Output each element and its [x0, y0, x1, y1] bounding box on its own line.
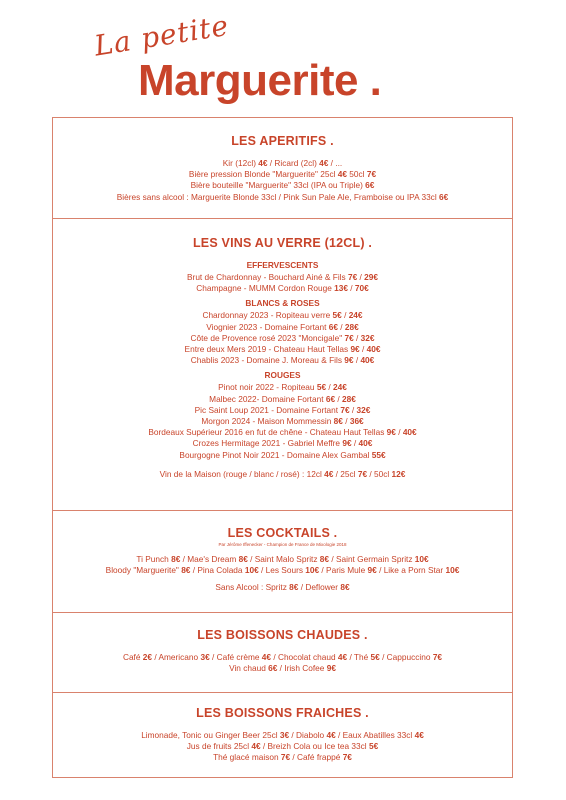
item-text: Bière pression Blonde "Marguerite" 25cl	[188, 169, 338, 180]
item-text: Viognier 2023 - Domaine Fortant	[206, 321, 329, 332]
item-text: / Saint Malo Spritz	[247, 554, 320, 564]
menu-line	[53, 344, 512, 355]
item-text: Chardonnay 2023 - Ropiteau verre	[202, 310, 333, 321]
logo-script-text: La petite	[92, 8, 232, 63]
price: 9€	[342, 438, 352, 449]
price: 36€	[349, 416, 364, 427]
item-text: / Pina Colada	[190, 565, 245, 576]
price: 4€	[319, 158, 329, 168]
menu-line	[53, 469, 512, 480]
item-text: /	[353, 355, 361, 366]
menu-line	[53, 158, 512, 169]
price: 5€	[332, 310, 342, 321]
item-text: Morgon 2024 - Maison Mommessin	[201, 416, 334, 427]
sans-alcool-line	[53, 582, 512, 593]
price: 6€	[438, 191, 449, 202]
item-text: /	[326, 382, 334, 393]
section-divider	[53, 612, 512, 613]
menu-line	[53, 272, 512, 283]
item-text: / Saint Germain Spritz	[329, 554, 415, 564]
item-text: Entre deux Mers 2019 - Chateau Haut Tellas	[184, 344, 351, 355]
price: 7€	[357, 468, 368, 479]
vins-groups	[53, 260, 512, 461]
price: 40€	[358, 438, 373, 449]
price: 8€	[181, 565, 191, 576]
menu-line	[53, 192, 512, 203]
price: 8€	[171, 554, 181, 564]
price: 8€	[319, 554, 330, 564]
menu-line	[53, 322, 512, 333]
price: 4€	[326, 730, 336, 740]
menu-line	[53, 450, 512, 461]
price: 6€	[365, 180, 375, 191]
menu-line	[53, 565, 512, 576]
item-text: / Deflower	[298, 582, 341, 593]
menu-line	[53, 355, 512, 366]
item-text: / Café crème	[209, 652, 262, 662]
menu-line	[53, 310, 512, 321]
house-wine-line	[53, 469, 512, 480]
price: 4€	[258, 158, 268, 168]
section-title: LES BOISSONS FRAICHES .	[196, 706, 369, 720]
subsection-heading: EFFERVESCENTS	[246, 260, 319, 270]
section-title: LES APERITIFS .	[231, 134, 334, 148]
item-text: /	[349, 404, 357, 415]
price: 4€	[414, 730, 424, 740]
menu-line	[53, 405, 512, 416]
price: 3€	[279, 730, 290, 740]
price: 9€	[367, 565, 377, 576]
price: 4€	[261, 652, 272, 662]
item-text: / Mae's Dream	[180, 554, 239, 564]
price: 32€	[360, 332, 375, 343]
item-text: / Eaux Abatilles 33cl	[335, 730, 415, 740]
menu-line	[53, 394, 512, 405]
menu-line	[53, 382, 512, 393]
price: 4€	[251, 741, 261, 752]
price: 28€	[342, 393, 356, 404]
menu-line	[53, 752, 512, 763]
price: 9€	[344, 355, 354, 366]
price: 7€	[342, 752, 352, 763]
price: 8€	[238, 554, 248, 564]
item-text: / Like a Porn Star	[376, 565, 446, 576]
section-title: LES BOISSONS CHAUDES .	[197, 628, 368, 642]
subsection-heading: BLANCS & ROSES	[245, 298, 320, 309]
item-text: Thé glacé maison	[213, 752, 281, 763]
price: 40€	[366, 344, 381, 355]
cocktails-list	[53, 554, 512, 576]
item-text: / ...	[328, 158, 343, 168]
price: 10€	[414, 554, 429, 564]
price: 12€	[391, 468, 406, 479]
price: 55€	[371, 449, 386, 460]
menu-line	[53, 169, 512, 180]
price: 7€	[340, 404, 350, 415]
price: 7€	[432, 652, 443, 662]
price: 32€	[356, 404, 371, 415]
price: 5€	[316, 382, 327, 393]
menu-line	[53, 741, 512, 752]
item-text: /	[357, 272, 365, 282]
price: 8€	[340, 582, 350, 593]
item-text: / Americano	[152, 652, 201, 662]
price: 6€	[325, 393, 336, 404]
item-text: Bière bouteille "Marguerite" 33cl (IPA ou Triple)	[190, 180, 366, 191]
price: 24€	[348, 310, 363, 321]
price: 7€	[347, 272, 358, 282]
item-text: Jus de fruits 25cl	[186, 741, 252, 752]
price: 4€	[337, 652, 348, 662]
item-text: / 25cl	[333, 468, 358, 479]
item-text: Vin chaud	[229, 663, 269, 674]
item-text: Pic Saint Loup 2021 - Domaine Fortant	[194, 404, 341, 415]
section-divider	[53, 510, 512, 511]
item-text: /	[359, 344, 367, 355]
section-aperitifs	[53, 134, 512, 203]
boissons-chaudes-list	[53, 652, 512, 674]
price: 6€	[268, 663, 278, 674]
section-divider	[53, 692, 512, 693]
item-text: Bourgogne Pinot Noir 2021 - Domaine Alex Gambal	[179, 449, 372, 460]
menu-line	[53, 427, 512, 438]
price: 5€	[370, 652, 380, 662]
item-text: / Chocolat chaud	[271, 652, 338, 662]
item-text: Malbec 2022- Domaine Fortant	[209, 393, 326, 404]
logo-main-text: Marguerite .	[138, 56, 382, 105]
price: 5€	[368, 741, 379, 752]
item-text: / Breizh Cola ou Ice tea 33cl	[260, 741, 369, 752]
item-text: Pinot noir 2022 - Ropiteau	[218, 382, 317, 393]
price: 24€	[333, 382, 347, 393]
item-text: /	[395, 427, 403, 438]
subsection-heading: ROUGES	[264, 370, 301, 381]
price: 10€	[305, 565, 320, 576]
item-text: /	[341, 310, 349, 321]
aperitifs-list	[53, 158, 512, 203]
item-text: Bloody "Marguerite"	[105, 565, 182, 576]
section-subtitle: Par Jérôme Iffenecker - Champion de France de Mixologie 2018	[218, 542, 347, 547]
menu-line	[53, 554, 512, 565]
price: 29€	[364, 272, 378, 282]
item-text: / Les Sours	[258, 565, 306, 576]
item-text: Crozes Hermitage 2021 - Gabriel Meffre	[192, 438, 343, 449]
price: 7€	[366, 169, 377, 180]
price: 28€	[344, 321, 359, 332]
menu-line	[53, 730, 512, 741]
price: 10€	[244, 565, 259, 576]
item-text: Côte de Provence rosé 2023 "Moncigale"	[190, 332, 345, 343]
menu-line	[53, 283, 512, 294]
section-boissons-chaudes	[53, 628, 512, 674]
menu-line	[53, 438, 512, 449]
item-text: / Irish Cofee	[277, 663, 327, 674]
price: 8€	[333, 416, 343, 427]
item-text: / Ricard (2cl)	[267, 158, 320, 168]
item-text: Limonade, Tonic ou Ginger Beer 25cl	[141, 730, 280, 740]
menu-line	[53, 582, 512, 593]
price: 10€	[445, 565, 460, 576]
item-text: / 50cl	[367, 468, 392, 479]
section-title: LES VINS AU VERRE (12CL) .	[192, 236, 373, 250]
price: 6€	[328, 321, 338, 332]
price: 7€	[280, 752, 291, 763]
price: 9€	[326, 663, 336, 674]
price: 3€	[200, 652, 210, 662]
item-text: / Café frappé	[290, 752, 343, 763]
item-text: /	[347, 283, 355, 294]
item-text: /	[342, 416, 350, 427]
item-text: Vin de la Maison (rouge / blanc / rosé) : 12cl	[159, 468, 325, 479]
price: 70€	[354, 283, 369, 294]
price: 9€	[386, 427, 396, 438]
section-boissons-fraiches	[53, 706, 512, 764]
item-text: / Paris Mule	[319, 565, 368, 576]
item-text: Champagne - MUMM Cordon Rouge	[196, 283, 335, 294]
section-title: LES COCKTAILS .	[227, 526, 338, 540]
item-text: Chablis 2023 - Domaine J. Moreau & Fils	[190, 355, 345, 366]
section-vins-au-verre	[53, 236, 512, 480]
menu-line	[53, 180, 512, 191]
item-text: Sans Alcool : Spritz	[215, 582, 290, 593]
item-text: Café	[122, 652, 143, 662]
price: 4€	[337, 169, 347, 180]
boissons-fraiches-list	[53, 730, 512, 764]
item-text: 50cl	[347, 169, 367, 180]
price: 7€	[344, 332, 354, 343]
section-divider	[53, 218, 512, 219]
item-text: / Cappuccino	[379, 652, 433, 662]
price: 9€	[350, 344, 360, 355]
item-text: Bières sans alcool : Marguerite Blonde 33cl / Pink Sun Pale Ale, Framboise ou IPA 33cl	[116, 191, 439, 202]
item-text: Kir (12cl)	[222, 158, 259, 168]
menu-line	[53, 652, 512, 663]
item-text: / Thé	[347, 652, 371, 662]
item-text: /	[351, 438, 359, 449]
section-cocktails	[53, 526, 512, 594]
item-text: / Diabolo	[289, 730, 327, 740]
price: 40€	[360, 355, 375, 366]
price: 13€	[334, 283, 348, 294]
item-text: Bordeaux Supérieur 2016 en fut de chêne - Chateau Haut Tellas	[148, 427, 387, 438]
price: 40€	[402, 427, 417, 438]
item-text: /	[335, 393, 342, 404]
item-text: Ti Punch	[136, 554, 172, 564]
price: 4€	[324, 468, 334, 479]
price: 2€	[142, 652, 153, 662]
menu-line	[53, 333, 512, 344]
menu-line	[53, 663, 512, 674]
item-text: Brut de Chardonnay - Bouchard Ainé & Fils	[187, 272, 348, 282]
item-text: /	[338, 321, 345, 332]
price: 8€	[289, 582, 299, 593]
menu-line	[53, 416, 512, 427]
item-text: /	[353, 332, 361, 343]
menu-frame	[52, 117, 513, 778]
